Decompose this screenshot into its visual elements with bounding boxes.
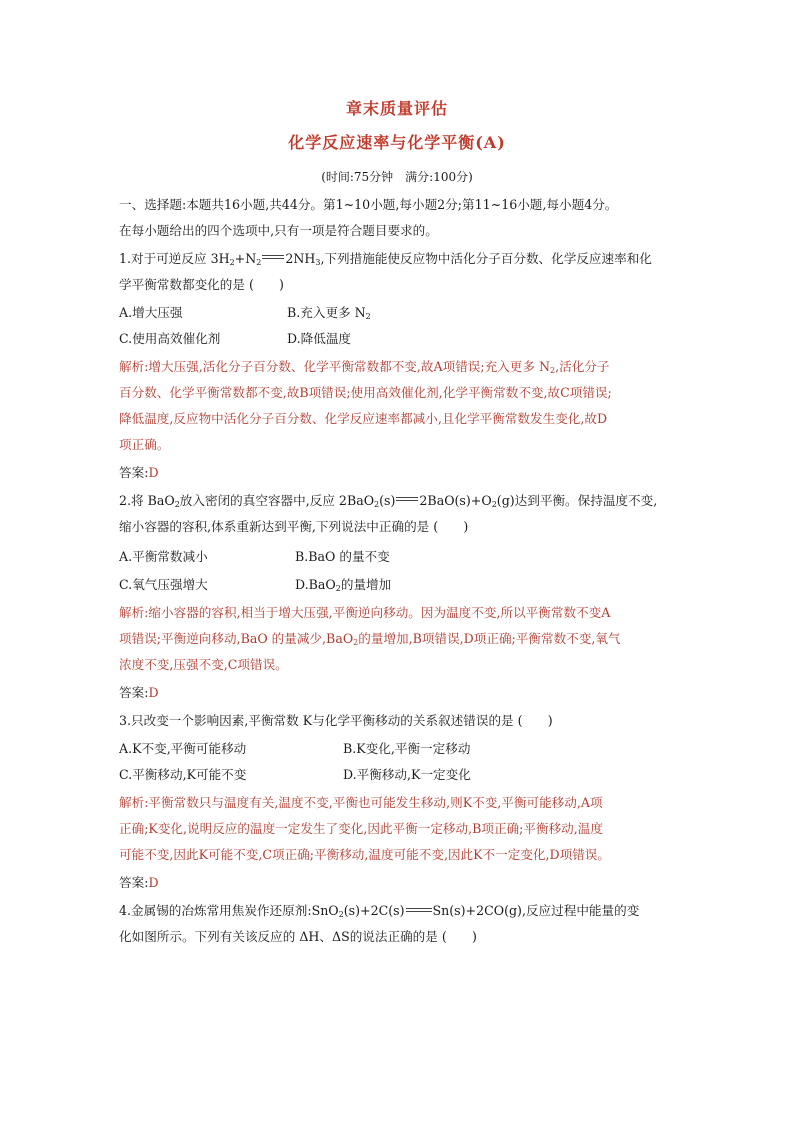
- reaction-equals-icon: [406, 908, 432, 912]
- q2-explanation-line-3: 浓度不变,压强不变,C项错误。: [119, 657, 288, 672]
- q1-explanation-line-2: 百分数、化学平衡常数都不变,故B项错误;使用高效催化剂,化学平衡常数不变,故C项错误;: [119, 385, 612, 400]
- q3-option-b: B.K变化,平衡一定移动: [343, 741, 471, 756]
- q3-option-d: D.平衡移动,K一定变化: [343, 767, 471, 782]
- q2-explanation-line-2: [119, 630, 679, 648]
- q3-option-a: A.K不变,平衡可能移动: [119, 741, 247, 756]
- question-1-stem-line-2: 学平衡常数都变化的是 ( ): [119, 277, 284, 292]
- answer-label: 答案:: [119, 685, 149, 700]
- q2-answer: [119, 684, 679, 702]
- q2-stem-b: 放入密闭的真空容器中,反应 2BaO: [179, 493, 375, 508]
- q1-answer: [119, 464, 679, 482]
- q1-option-c: C.使用高效催化剂: [119, 331, 221, 346]
- q4-stem-b: (s)+2C(s): [343, 903, 405, 918]
- page-title: 章末质量评估: [345, 99, 448, 118]
- q1-option-b-text: B.充入更多 N: [287, 305, 366, 320]
- q1-stem-b: +N: [234, 251, 257, 266]
- subscript: 2: [365, 312, 371, 321]
- q1-explanation-line-3: 降低温度,反应物中活化分子百分数、化学反应速率都减小,且化学平衡常数发生变化,故D: [119, 411, 608, 426]
- q1-stem-c: 2NH: [285, 251, 316, 266]
- question-4-stem-line-2: 化如图所示。下列有关该反应的 ΔH、ΔS的说法正确的是 ( ): [119, 929, 477, 944]
- q2-option-b: B.BaO 的量不变: [295, 549, 390, 564]
- question-1-stem: [119, 250, 679, 268]
- subscript: 2: [229, 258, 235, 267]
- q2-stem-e: (g)达到平衡。保持温度不变,: [496, 493, 658, 508]
- subscript: 2: [550, 366, 556, 375]
- q1-stem-a: 1.对于可逆反应 3H: [119, 251, 230, 266]
- time-info: (时间:75分钟 满分:100分): [321, 170, 473, 184]
- q2-stem-a: 2.将 BaO: [119, 493, 175, 508]
- answer-label: 答案:: [119, 875, 149, 890]
- subscript: 2: [338, 910, 344, 919]
- section-intro-line-2: 在每小题给出的四个选项中,只有一项是符合题目要求的。: [119, 223, 438, 238]
- q4-stem-a: 4.金属锡的冶炼常用焦炭作还原剂:SnO: [119, 903, 339, 918]
- q2-explanation-line-1: 解析:缩小容器的容积,相当于增大压强,平衡逆向移动。因为温度不变,所以平衡常数不变A: [119, 605, 611, 620]
- answer-value: D: [148, 875, 159, 890]
- q1-expl-text: 解析:增大压强,活化分子百分数、化学平衡常数都不变,故A项错误;充入更多 N: [119, 359, 551, 374]
- q2-stem-d: 2BaO(s)+O: [419, 493, 492, 508]
- subscript: 2: [335, 584, 341, 593]
- question-2-stem-line-2: 缩小容器的容积,体系重新达到平衡,下列说法中正确的是 ( ): [119, 519, 469, 534]
- q2-expl-2b: 的量增加,B项错误,D项正确;平衡常数不变,氧气: [358, 631, 621, 646]
- answer-label: 答案:: [119, 465, 149, 480]
- subscript: 2: [174, 500, 180, 509]
- q2-option-d-tail: 的量增加: [340, 577, 392, 592]
- q2-option-a: A.平衡常数减小: [119, 549, 208, 564]
- question-4-stem: [119, 902, 679, 920]
- q2-expl-2a: 项错误;平衡逆向移动,BaO 的量减少,BaO: [119, 631, 354, 646]
- equilibrium-arrow-icon: [262, 254, 284, 260]
- question-3-stem: 3.只改变一个影响因素,平衡常数 K与化学平衡移动的关系叙述错误的是 ( ): [119, 713, 553, 728]
- q3-explanation-line-3: 可能不变,因此K可能不变,C项正确;平衡移动,温度可能不变,因此K不一定变化,D项错误。: [119, 847, 610, 862]
- subscript: 2: [353, 638, 359, 647]
- page-subtitle: 化学反应速率与化学平衡(A): [288, 133, 506, 152]
- q1-expl-tail: ,活化分子: [555, 359, 610, 374]
- answer-value: D: [148, 685, 159, 700]
- q2-option-d: [295, 576, 391, 598]
- q4-stem-c: Sn(s)+2CO(g),反应过程中能量的变: [432, 903, 640, 918]
- q1-stem-d: ,下列措施能使反应物中活化分子百分数、化学反应速率和化: [320, 251, 652, 266]
- q1-option-d: D.降低温度: [287, 331, 352, 346]
- q1-explanation-line-1: [119, 358, 679, 376]
- q3-explanation-line-2: 正确;K变化,说明反应的温度一定发生了变化,因此平衡一定移动,B项正确;平衡移动,温度: [119, 821, 603, 836]
- q2-stem-c: (s): [379, 493, 396, 508]
- q1-option-a: A.增大压强: [119, 305, 183, 320]
- q3-explanation-line-1: 解析:平衡常数只与温度有关,温度不变,平衡也可能发生移动,则K不变,平衡可能移动,A项: [119, 795, 603, 810]
- q2-option-c: C.氧气压强增大: [119, 577, 208, 592]
- subscript: 3: [315, 258, 321, 267]
- subscript: 2: [491, 500, 497, 509]
- q3-option-c: C.平衡移动,K可能不变: [119, 767, 247, 782]
- subscript: 2: [256, 258, 262, 267]
- answer-value: D: [148, 465, 159, 480]
- q1-option-b: [287, 304, 371, 326]
- equilibrium-arrow-icon: [396, 496, 418, 502]
- section-intro-line-1: 一、选择题:本题共16小题,共44分。第1~10小题,每小题2分;第11~16小题,每小题4分。: [119, 197, 618, 212]
- q1-explanation-line-4: 项正确。: [119, 437, 170, 452]
- q2-option-d-text: D.BaO: [295, 577, 336, 592]
- question-2-stem: [119, 492, 679, 510]
- q3-answer: [119, 874, 679, 892]
- subscript: 2: [374, 500, 380, 509]
